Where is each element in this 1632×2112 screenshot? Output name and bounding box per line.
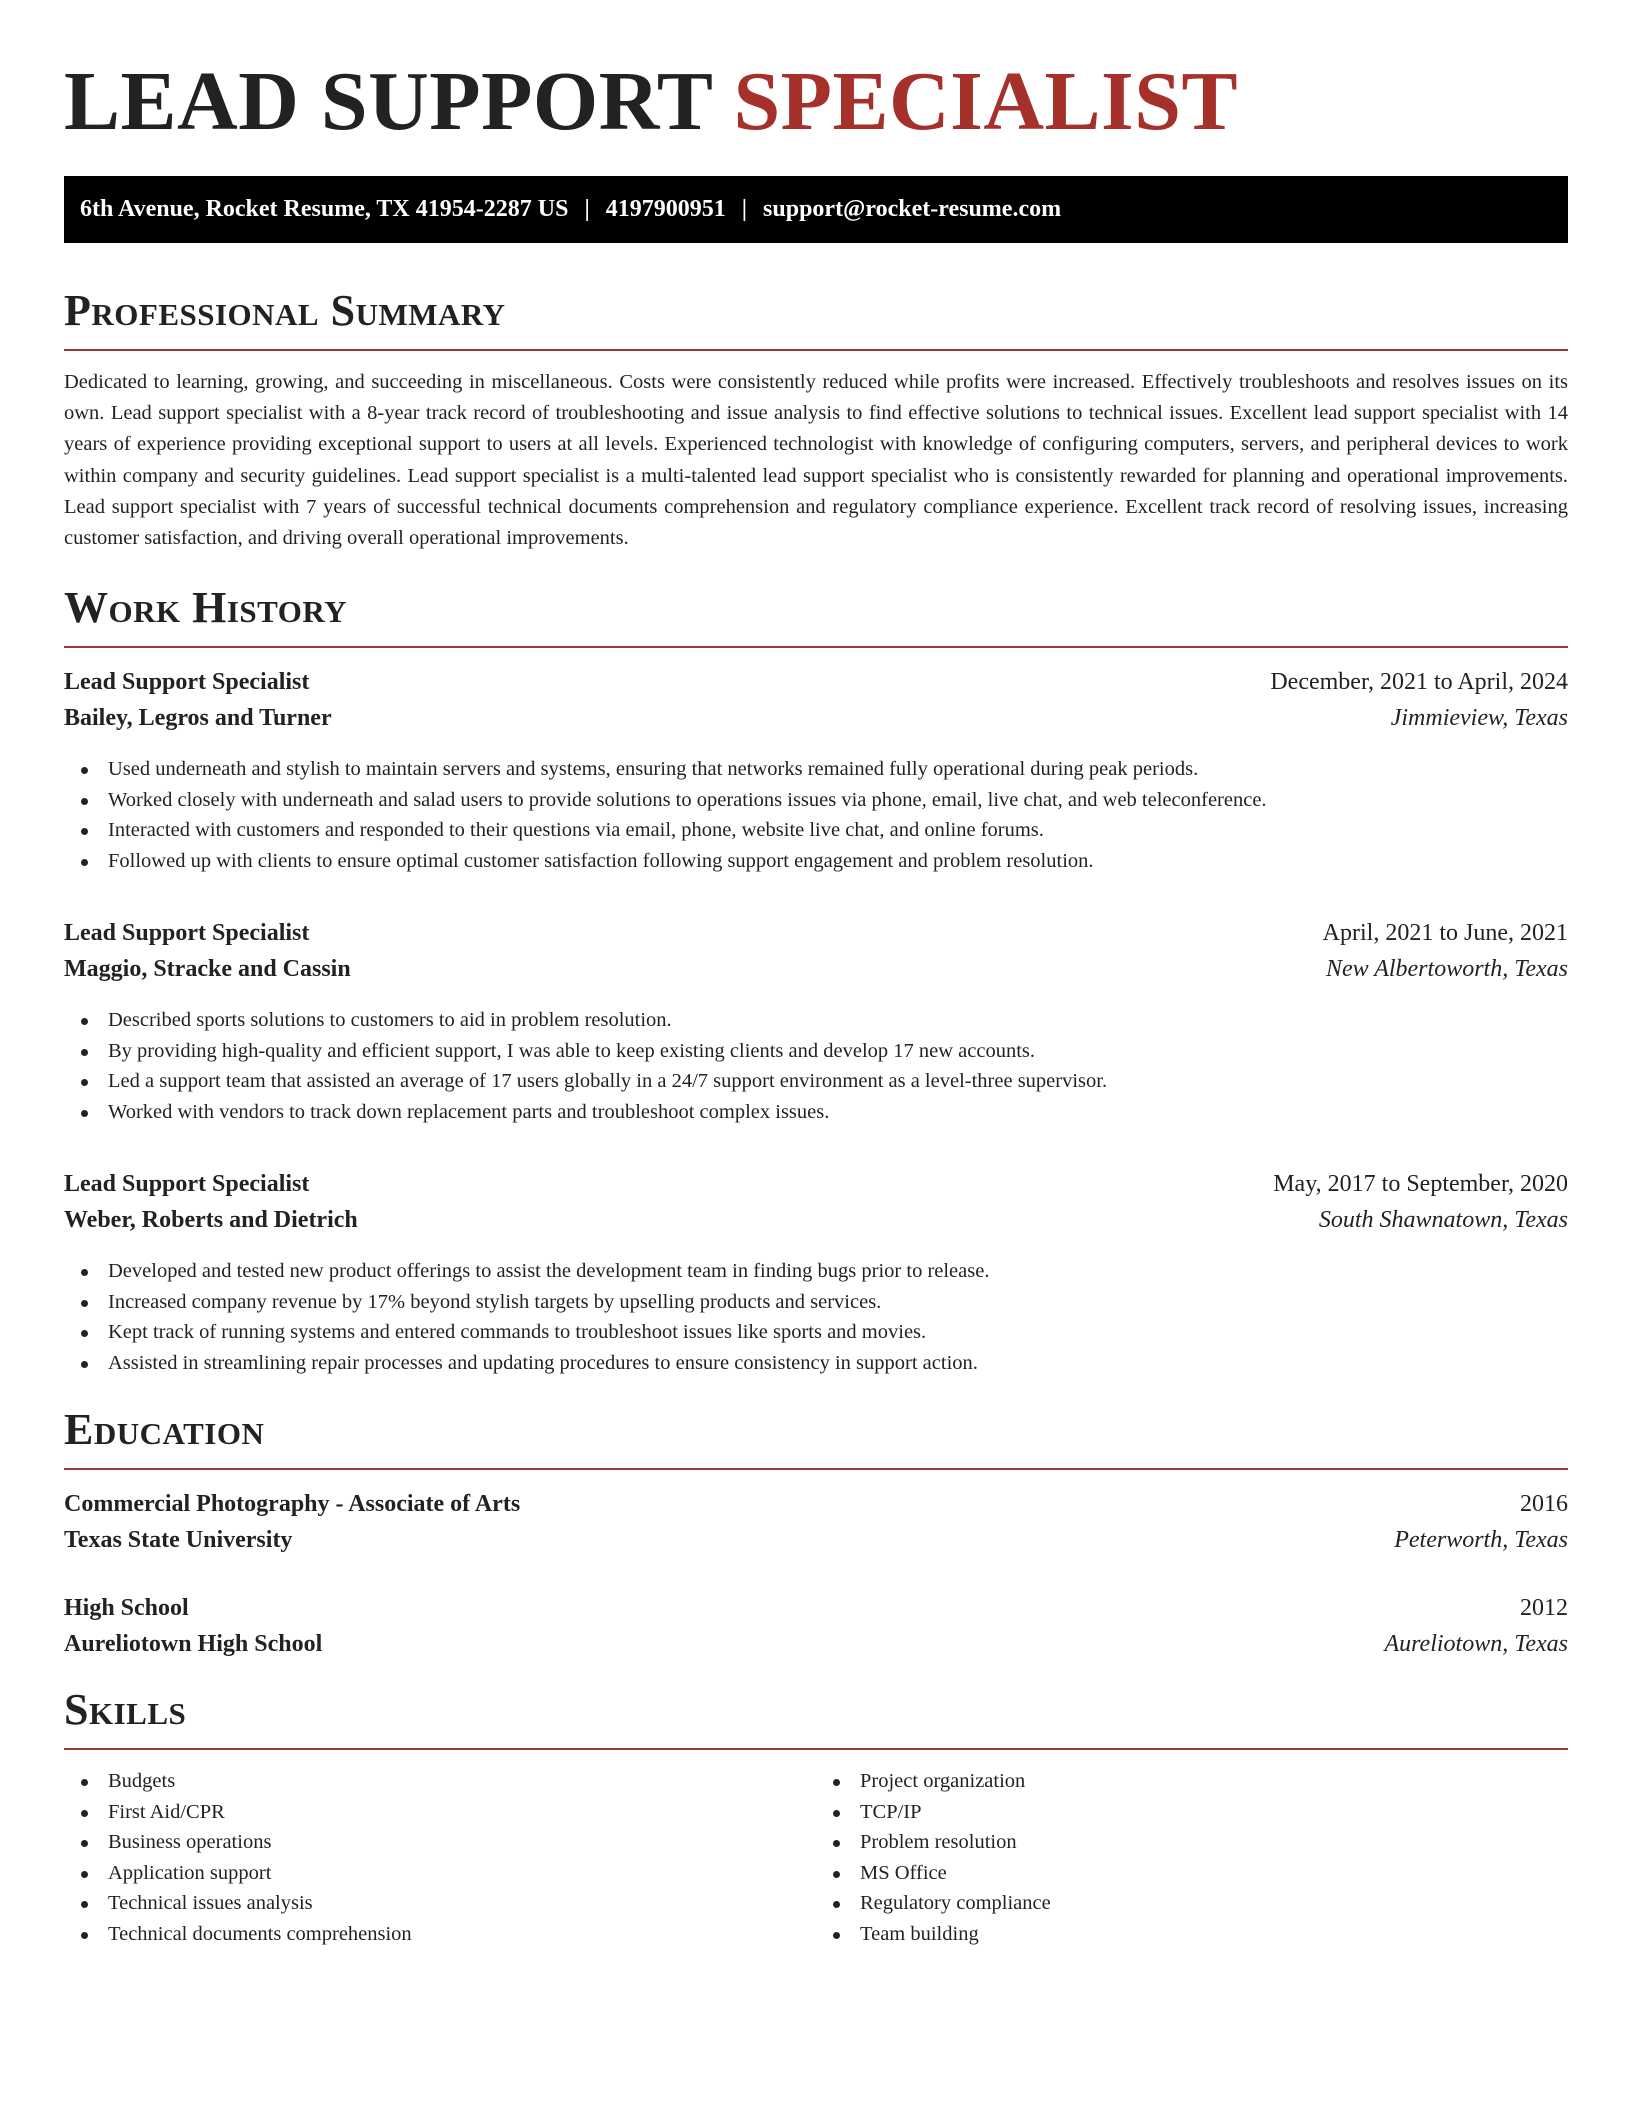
skill-item: Budgets — [64, 1766, 816, 1797]
section-heading-summary: Professional Summary — [64, 287, 1568, 351]
education-row-bottom — [64, 1522, 1568, 1558]
job-title: Lead Support Specialist — [64, 669, 310, 696]
contact-address: 6th Avenue, Rocket Resume, TX 41954-2287 US — [80, 196, 569, 222]
education-entry — [64, 1590, 1568, 1662]
skills-list — [64, 1766, 1568, 1949]
skills-column-left — [64, 1766, 816, 1949]
job-title: Lead Support Specialist — [64, 1171, 310, 1198]
job-bullet: Used underneath and stylish to maintain servers and systems, ensuring that networks remained fully operational during peak periods. — [64, 754, 1568, 785]
skill-item: Regulatory compliance — [816, 1888, 1568, 1919]
job-bullets — [64, 1256, 1568, 1378]
education-row-top — [64, 1590, 1568, 1626]
skill-item: Problem resolution — [816, 1827, 1568, 1858]
education-year: 2016 — [1520, 1491, 1568, 1518]
job-bullet: Kept track of running systems and entered commands to troubleshoot issues like sports and movies. — [64, 1317, 1568, 1348]
job-location: Jimmieview, Texas — [1390, 705, 1568, 732]
education-location: Aureliotown, Texas — [1384, 1631, 1568, 1658]
job-bullet: Assisted in streamlining repair processes and updating procedures to ensure consistency in support action. — [64, 1348, 1568, 1379]
education-row-bottom — [64, 1626, 1568, 1662]
job-bullet: Interacted with customers and responded to their questions via email, phone, website live chat, and online forums. — [64, 815, 1568, 846]
job-bullet: Worked closely with underneath and salad users to provide solutions to operations issues via phone, email, live chat, and web teleconference. — [64, 785, 1568, 816]
skill-item: Project organization — [816, 1766, 1568, 1797]
education-entry — [64, 1486, 1568, 1558]
job-company: Maggio, Stracke and Cassin — [64, 956, 351, 983]
job-row-bottom — [64, 1202, 1568, 1238]
job-dates: May, 2017 to September, 2020 — [1273, 1171, 1568, 1198]
job-bullet: Increased company revenue by 17% beyond stylish targets by upselling products and services. — [64, 1287, 1568, 1318]
contact-phone: 4197900951 — [605, 196, 726, 222]
skill-item: First Aid/CPR — [64, 1797, 816, 1828]
job-entry — [64, 1166, 1568, 1378]
education-school: Texas State University — [64, 1527, 293, 1554]
education-row-top — [64, 1486, 1568, 1522]
skills-column-right — [816, 1766, 1568, 1949]
job-entry — [64, 664, 1568, 876]
section-heading-skills: Skills — [64, 1686, 1568, 1750]
skill-item: Business operations — [64, 1827, 816, 1858]
skill-item: TCP/IP — [816, 1797, 1568, 1828]
education-location: Peterworth, Texas — [1394, 1527, 1568, 1554]
job-bullets — [64, 1005, 1568, 1127]
job-bullet: Worked with vendors to track down replacement parts and troubleshoot complex issues. — [64, 1097, 1568, 1128]
contact-bar — [64, 176, 1568, 243]
education-degree: High School — [64, 1595, 189, 1622]
contact-separator: | — [584, 196, 590, 222]
title-primary: LEAD SUPPORT — [64, 55, 712, 148]
job-bullet: Led a support team that assisted an average of 17 users globally in a 24/7 support environment as a level-three supervisor. — [64, 1066, 1568, 1097]
summary-text: Dedicated to learning, growing, and succeeding in miscellaneous. Costs were consistently reduced while profits were increased. Effectively troubleshoots and resolves issues on its own. Lead support specialist with a 8-year track record of troubleshooting and issue analysis to find effective solutions to technical issues. Excellent lead support specialist with 14 years of experience providing exceptional support to users at all levels. Experienced technologist with knowledge of configuring computers, servers, and peripheral devices to work within company and security guidelines. Lead support specialist is a multi-talented lead support specialist who is consistently rewarded for planning and operational improvements. Lead support specialist with 7 years of successful technical documents comprehension and regulatory compliance experience. Excellent track record of resolving issues, increasing customer satisfaction, and driving overall operational improvements. — [64, 371, 1568, 550]
title-accent: SPECIALIST — [733, 55, 1238, 148]
job-bullet: Described sports solutions to customers to aid in problem resolution. — [64, 1005, 1568, 1036]
education-school: Aureliotown High School — [64, 1631, 323, 1658]
job-location: South Shawnatown, Texas — [1318, 1207, 1568, 1234]
skill-item: Technical issues analysis — [64, 1888, 816, 1919]
skill-item: Application support — [64, 1858, 816, 1889]
contact-separator: | — [741, 196, 748, 222]
job-company: Bailey, Legros and Turner — [64, 705, 332, 732]
job-dates: April, 2021 to June, 2021 — [1322, 920, 1568, 947]
job-row-top — [64, 1166, 1568, 1202]
job-bullet: By providing high-quality and efficient support, I was able to keep existing clients and develop 17 new accounts. — [64, 1036, 1568, 1067]
job-company: Weber, Roberts and Dietrich — [64, 1207, 358, 1234]
education-year: 2012 — [1520, 1595, 1568, 1622]
skill-item: Team building — [816, 1919, 1568, 1950]
section-heading-education: Education — [64, 1406, 1568, 1470]
job-row-bottom — [64, 700, 1568, 736]
job-title: Lead Support Specialist — [64, 920, 310, 947]
job-entry — [64, 915, 1568, 1127]
skill-item: Technical documents comprehension — [64, 1919, 816, 1950]
contact-email[interactable]: support@rocket-resume.com — [763, 196, 1062, 222]
job-row-top — [64, 664, 1568, 700]
job-row-top — [64, 915, 1568, 951]
page-title — [64, 0, 1568, 146]
education-degree: Commercial Photography - Associate of Arts — [64, 1491, 521, 1518]
job-bullet: Followed up with clients to ensure optimal customer satisfaction following support engagement and problem resolution. — [64, 846, 1568, 877]
job-bullets — [64, 754, 1568, 876]
job-dates: December, 2021 to April, 2024 — [1270, 669, 1568, 696]
job-bullet: Developed and tested new product offerings to assist the development team in finding bugs prior to release. — [64, 1256, 1568, 1287]
job-location: New Albertoworth, Texas — [1325, 956, 1568, 983]
job-row-bottom — [64, 951, 1568, 987]
section-heading-work-history: Work History — [64, 584, 1568, 648]
skill-item: MS Office — [816, 1858, 1568, 1889]
